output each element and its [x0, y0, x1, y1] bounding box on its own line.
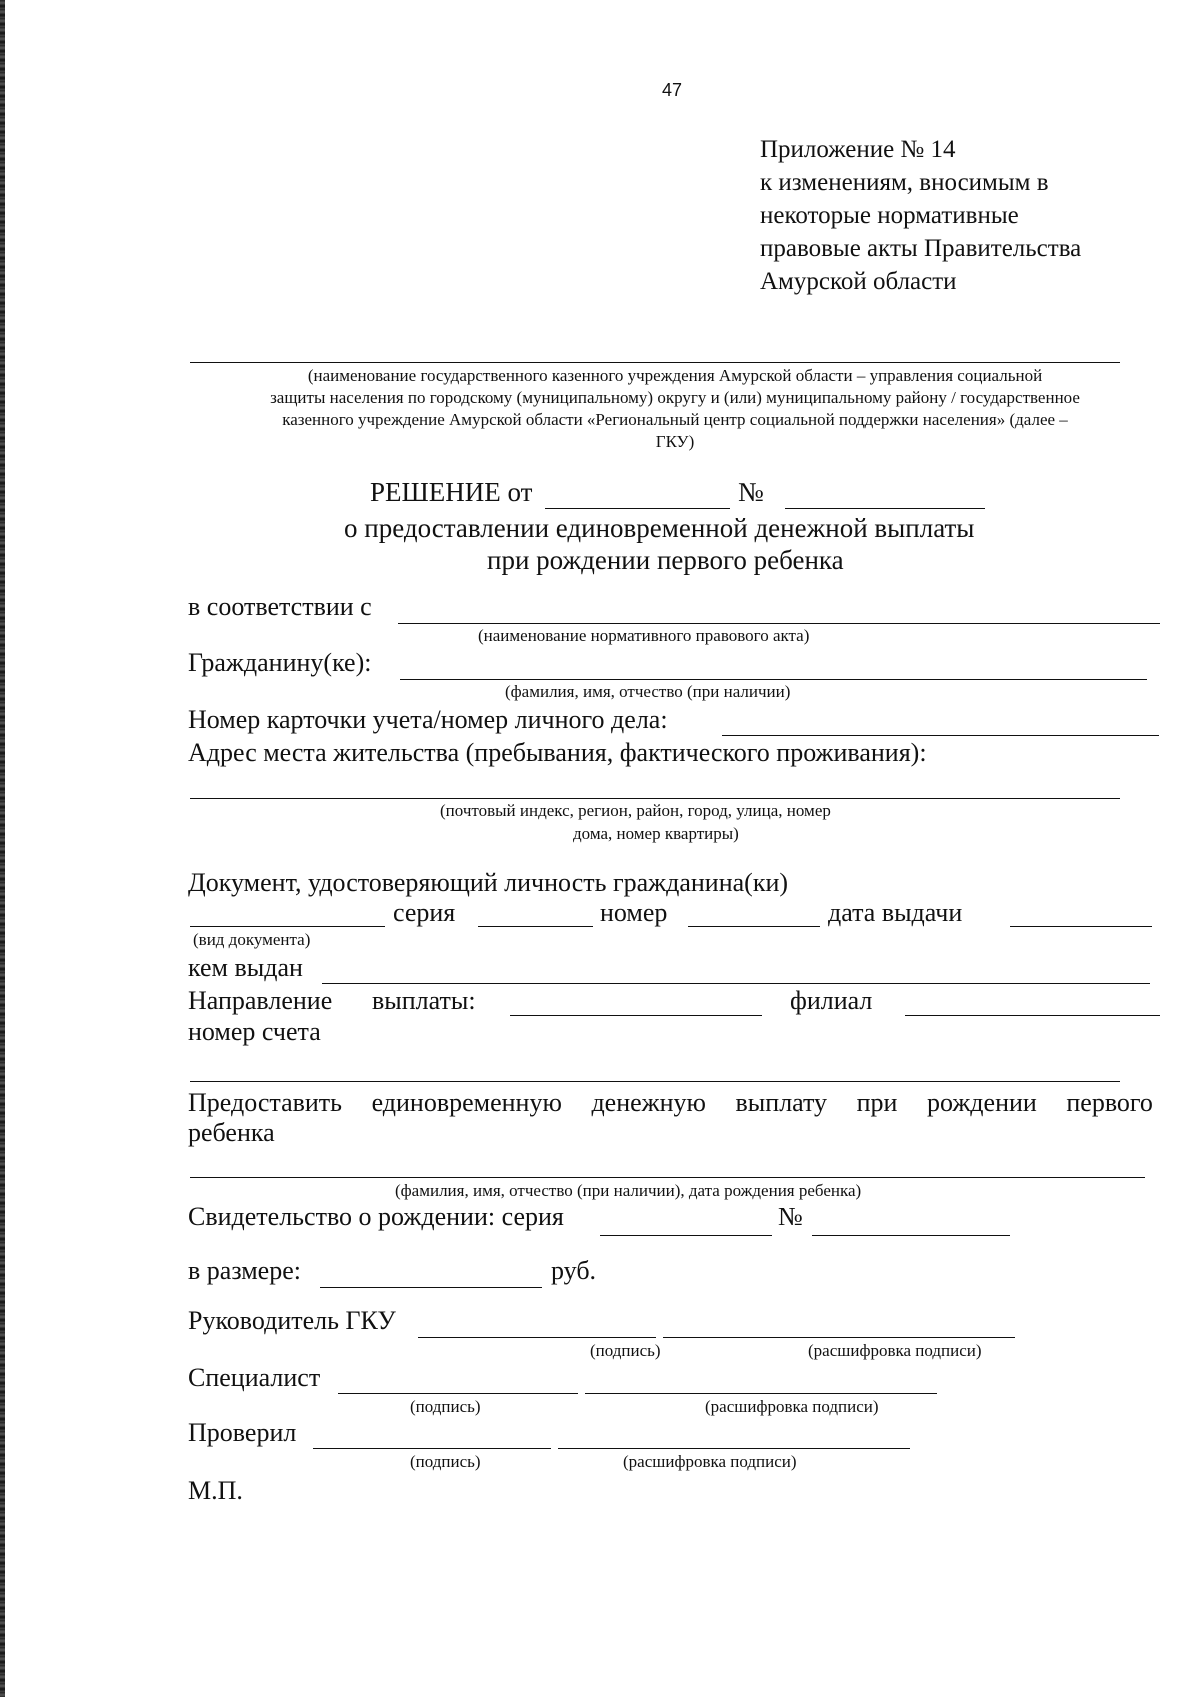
- address-note: дома, номер квартиры): [573, 824, 739, 843]
- grant-statement: [188, 1088, 1153, 1118]
- birth-certificate-series-field: [600, 1235, 772, 1236]
- checked-signature-note: (подпись): [410, 1452, 481, 1471]
- basis-field: [398, 623, 1160, 624]
- child-field: [190, 1177, 1145, 1178]
- stamp-label: М.П.: [188, 1476, 243, 1505]
- amount-label: в размере:: [188, 1256, 301, 1285]
- issued-by-field: [322, 983, 1150, 984]
- appendix-line: Амурской области: [760, 268, 957, 295]
- institution-name-line: [190, 362, 1120, 363]
- appendix-line: правовые акты Правительства: [760, 235, 1082, 262]
- specialist-signature-decode-field: [585, 1393, 937, 1394]
- card-number-label: Номер карточки учета/номер личного дела:: [188, 705, 668, 734]
- payment-direction-label: Направление: [188, 986, 333, 1015]
- grant-word: при: [856, 1088, 898, 1117]
- citizen-label: Гражданину(ке):: [188, 648, 372, 677]
- issue-date-field: [1010, 926, 1152, 927]
- payment-direction-field: [510, 1015, 762, 1016]
- birth-certificate-label: Свидетельство о рождении: серия: [188, 1202, 564, 1231]
- document-type-field: [190, 926, 385, 927]
- decision-number-field: [785, 508, 985, 509]
- appendix-line: некоторые нормативные: [760, 202, 1019, 229]
- specialist-signature-note: (подпись): [410, 1397, 481, 1416]
- amount-field: [320, 1287, 542, 1288]
- branch-label: филиал: [790, 986, 873, 1015]
- decision-subtitle: о предоставлении единовременной денежной выплаты: [344, 513, 975, 543]
- checked-label: Проверил: [188, 1418, 297, 1447]
- address-note: (почтовый индекс, регион, район, город, улица, номер: [440, 801, 831, 820]
- basis-label: в соответствии с: [188, 592, 372, 621]
- checked-signature-field: [313, 1448, 551, 1449]
- document-series-field: [478, 926, 593, 927]
- institution-note-line: ГКУ): [655, 432, 695, 451]
- grant-word: выплату: [735, 1088, 828, 1117]
- appendix-line: к изменениям, вносимым в: [760, 169, 1049, 196]
- grant-word: Предоставить: [188, 1088, 343, 1117]
- decision-subtitle: при рождении первого ребенка: [487, 545, 844, 575]
- institution-note-line: защиты населения по городскому (муниципальному) округу и (или) муниципальному району / государственное: [270, 388, 1080, 407]
- grant-word: рождении: [926, 1088, 1037, 1117]
- document-number-field: [688, 926, 820, 927]
- head-signature-decode-note: (расшифровка подписи): [808, 1341, 982, 1360]
- head-label: Руководитель ГКУ: [188, 1306, 396, 1335]
- issue-date-label: дата выдачи: [828, 898, 963, 927]
- child-note: (фамилия, имя, отчество (при наличии), дата рождения ребенка): [395, 1181, 862, 1200]
- number-label: номер: [600, 898, 668, 927]
- institution-note: [190, 365, 1160, 453]
- appendix-line: Приложение № 14: [760, 136, 956, 163]
- address-label: Адрес места жительства (пребывания, фактического проживания):: [188, 738, 927, 767]
- address-field: [190, 798, 1120, 799]
- citizen-note: (фамилия, имя, отчество (при наличии): [505, 682, 791, 701]
- head-signature-field: [418, 1337, 656, 1338]
- head-signature-decode-field: [663, 1337, 1015, 1338]
- issued-by-label: кем выдан: [188, 953, 303, 982]
- account-label: номер счета: [188, 1017, 321, 1046]
- institution-note-line: (наименование государственного казенного учреждения Амурской области – управления социальной: [307, 366, 1043, 385]
- birth-certificate-number-field: [812, 1235, 1010, 1236]
- appendix-header: [760, 133, 1160, 298]
- specialist-signature-decode-note: (расшифровка подписи): [705, 1397, 879, 1416]
- checked-signature-decode-note: (расшифровка подписи): [623, 1452, 797, 1471]
- decision-date-field: [545, 508, 730, 509]
- scan-edge: [0, 0, 5, 1697]
- checked-signature-decode-field: [558, 1448, 910, 1449]
- series-label: серия: [393, 898, 456, 927]
- specialist-signature-field: [338, 1393, 578, 1394]
- card-number-field: [722, 735, 1159, 736]
- account-field: [190, 1081, 1120, 1082]
- birth-certificate-number-sign: №: [778, 1202, 803, 1231]
- payment-label: выплаты:: [372, 986, 476, 1015]
- amount-unit: руб.: [551, 1256, 597, 1285]
- grant-word: единовременную: [371, 1088, 562, 1117]
- citizen-field: [400, 679, 1147, 680]
- document-type-note: (вид документа): [193, 930, 311, 949]
- page-number: 47: [662, 80, 683, 100]
- basis-note: (наименование нормативного правового акта): [478, 626, 810, 645]
- decision-number-sign: №: [738, 477, 764, 507]
- decision-title: РЕШЕНИЕ от: [370, 477, 533, 507]
- branch-field: [905, 1015, 1160, 1016]
- grant-word: первого: [1066, 1088, 1153, 1117]
- grant-word: денежную: [591, 1088, 706, 1117]
- grant-statement-continuation: ребенка: [188, 1118, 275, 1147]
- specialist-label: Специалист: [188, 1363, 321, 1392]
- institution-note-line: казенного учреждение Амурской области «Региональный центр социальной поддержки населения» (далее –: [282, 410, 1068, 429]
- head-signature-note: (подпись): [590, 1341, 661, 1360]
- id-document-label: Документ, удостоверяющий личность гражданина(ки): [188, 868, 789, 897]
